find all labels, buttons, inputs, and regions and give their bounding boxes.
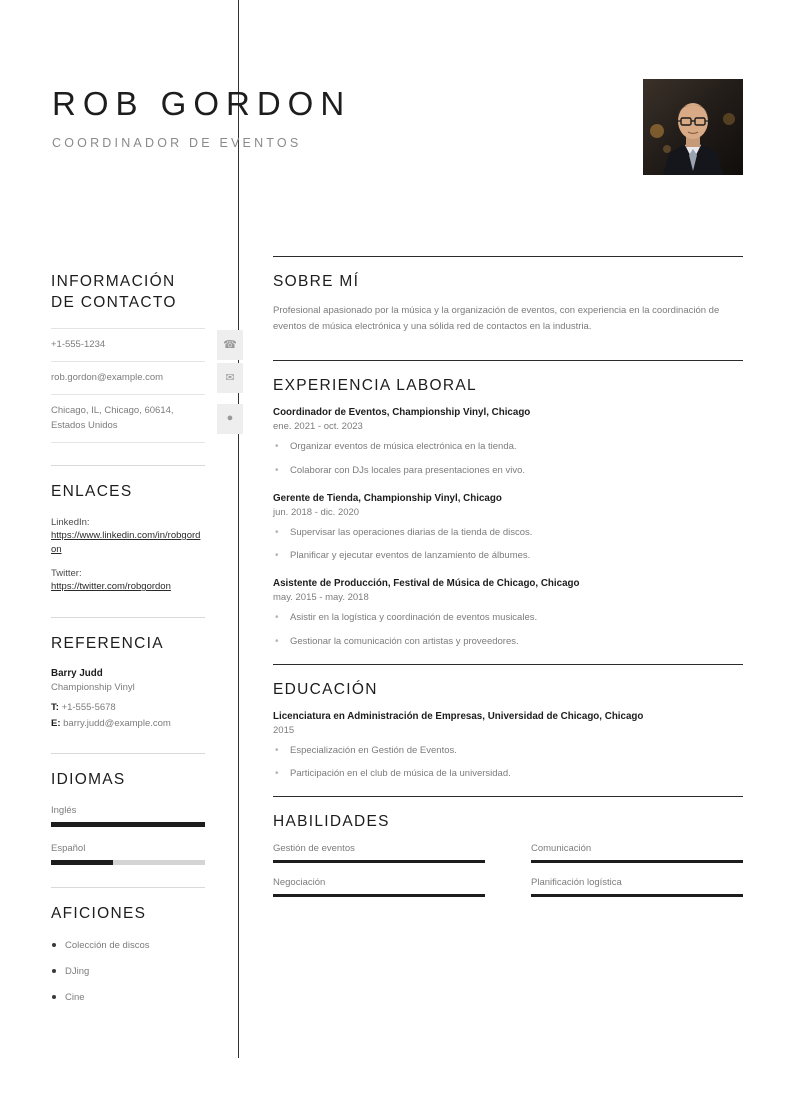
- skill-level-bar: [531, 894, 743, 897]
- skill-name: Comunicación: [531, 843, 592, 855]
- hobby-item: DJing: [51, 965, 205, 979]
- experience-date: jun. 2018 - dic. 2020: [273, 506, 360, 518]
- experience-date: ene. 2021 - oct. 2023: [273, 421, 363, 433]
- sidebar: [51, 272, 237, 1017]
- reference-email-value: barry.judd@example.com: [63, 717, 171, 729]
- reference-email-label: E:: [51, 717, 61, 729]
- skill-item: [273, 843, 485, 863]
- contact-row: [51, 362, 235, 395]
- candidate-name: ROB GORDON: [52, 85, 352, 122]
- contact-email-value: rob.gordon@example.com: [51, 372, 164, 384]
- experience-bullet: • Colaborar con DJs locales para presentaciones en vivo.: [273, 464, 743, 478]
- profile-photo: [643, 79, 743, 175]
- experience-section-title: EXPERIENCIA LABORAL: [273, 377, 477, 395]
- contact-address-value: Chicago, IL, Chicago, 60614, Estados Unidos: [51, 405, 174, 431]
- skill-name: Negociación: [273, 877, 326, 889]
- section-rule: [273, 796, 743, 797]
- languages-section: [51, 753, 205, 865]
- experience-title: Gerente de Tienda, Championship Vinyl, Chicago: [273, 492, 502, 504]
- contact-row: [51, 329, 237, 362]
- experience-title: Coordinador de Eventos, Championship Vinyl, Chicago: [273, 407, 531, 419]
- link-url-linkedin[interactable]: https://www.linkedin.com/in/robgordon: [51, 529, 201, 556]
- contact-row: [51, 395, 234, 443]
- skill-name: Gestión de eventos: [273, 843, 355, 855]
- reference-email-row: [51, 716, 205, 731]
- section-divider: [51, 753, 205, 754]
- education-bullet: • Participación en el club de música de la universidad.: [273, 767, 743, 781]
- education-title: Licenciatura en Administración de Empresas, Universidad de Chicago, Chicago: [273, 710, 644, 722]
- skill-item: [273, 877, 485, 897]
- link-label-twitter: Twitter:: [51, 568, 82, 580]
- main-content: [273, 256, 743, 911]
- language-level-bar: [51, 860, 205, 865]
- reference-section: [51, 617, 205, 731]
- section-divider: [51, 465, 205, 466]
- about-section: [273, 256, 743, 334]
- skill-name: Planificación logística: [531, 877, 622, 889]
- hobbies-section: [51, 887, 205, 1006]
- section-rule: [273, 664, 743, 665]
- link-url-twitter[interactable]: https://twitter.com/robgordon: [51, 581, 171, 593]
- hobby-item: Colección de discos: [51, 939, 205, 953]
- experience-bullet: • Organizar eventos de música electrónica en la tienda.: [273, 440, 743, 454]
- education-section-title: EDUCACIÓN: [273, 680, 378, 698]
- experience-item: [273, 578, 743, 649]
- experience-item: [273, 493, 743, 564]
- profile-photo-image: [643, 79, 743, 175]
- reference-phone-row: [51, 700, 205, 715]
- reference-name: Barry Judd: [51, 668, 103, 680]
- hobby-item: Cine: [51, 991, 205, 1005]
- section-divider: [51, 617, 205, 618]
- reference-section-title: REFERENCIA: [51, 634, 164, 652]
- link-label-linkedin: LinkedIn:: [51, 516, 90, 528]
- skill-item: [531, 843, 743, 863]
- contact-phone-value: +1-555-1234: [51, 338, 106, 350]
- contact-rows: [51, 328, 237, 443]
- contact-section: [51, 272, 237, 443]
- about-section-title: SOBRE MÍ: [273, 273, 360, 290]
- candidate-job-title: COORDINADOR DE EVENTOS: [52, 136, 302, 151]
- experience-bullet: • Gestionar la comunicación con artistas y proveedores.: [273, 635, 743, 649]
- reference-phone-value: +1-555-5678: [61, 702, 116, 714]
- hobbies-section-title: AFICIONES: [51, 904, 147, 922]
- contact-section-title: [51, 272, 205, 314]
- links-section: [51, 465, 205, 595]
- section-rule: [273, 256, 743, 257]
- skill-level-bar: [531, 860, 743, 863]
- language-name: Español: [51, 842, 86, 854]
- skill-level-bar: [273, 894, 485, 897]
- reference-company: Championship Vinyl: [51, 682, 135, 694]
- experience-bullet: • Planificar y ejecutar eventos de lanzamiento de álbumes.: [273, 549, 743, 563]
- experience-title: Asistente de Producción, Festival de Música de Chicago, Chicago: [273, 578, 580, 590]
- language-name: Inglés: [51, 804, 77, 816]
- phone-icon: ☎: [217, 330, 243, 360]
- skill-level-bar: [273, 860, 485, 863]
- education-item: [273, 711, 743, 782]
- education-section: [273, 664, 743, 782]
- links-section-title: ENLACES: [51, 482, 133, 500]
- contact-title-line2: DE CONTACTO: [51, 293, 177, 311]
- section-divider: [51, 887, 205, 888]
- education-date: 2015: [273, 724, 295, 736]
- languages-section-title: IDIOMAS: [51, 770, 126, 788]
- reference-phone-label: T:: [51, 702, 59, 714]
- envelope-icon: ✉: [217, 363, 243, 393]
- experience-item: [273, 407, 743, 478]
- language-level-bar: [51, 822, 205, 827]
- skills-grid: [273, 843, 743, 911]
- experience-section: [273, 360, 743, 649]
- skills-section: [273, 796, 743, 911]
- experience-bullet: • Asistir en la logística y coordinación de eventos musicales.: [273, 611, 743, 625]
- experience-bullet: • Supervisar las operaciones diarias de la tienda de discos.: [273, 526, 743, 540]
- skills-section-title: HABILIDADES: [273, 813, 390, 831]
- experience-date: may. 2015 - may. 2018: [273, 592, 369, 604]
- education-bullet: • Especialización en Gestión de Eventos.: [273, 744, 743, 758]
- section-rule: [273, 360, 743, 361]
- map-pin-icon: ●: [217, 404, 243, 434]
- skill-item: [531, 877, 743, 897]
- contact-title-line1: INFORMACIÓN: [51, 273, 176, 290]
- about-text: Profesional apasionado por la música y la organización de eventos, con experiencia en la coordinación de eventos de música electrónica y una sólida red de contactos en la industria.: [273, 305, 720, 332]
